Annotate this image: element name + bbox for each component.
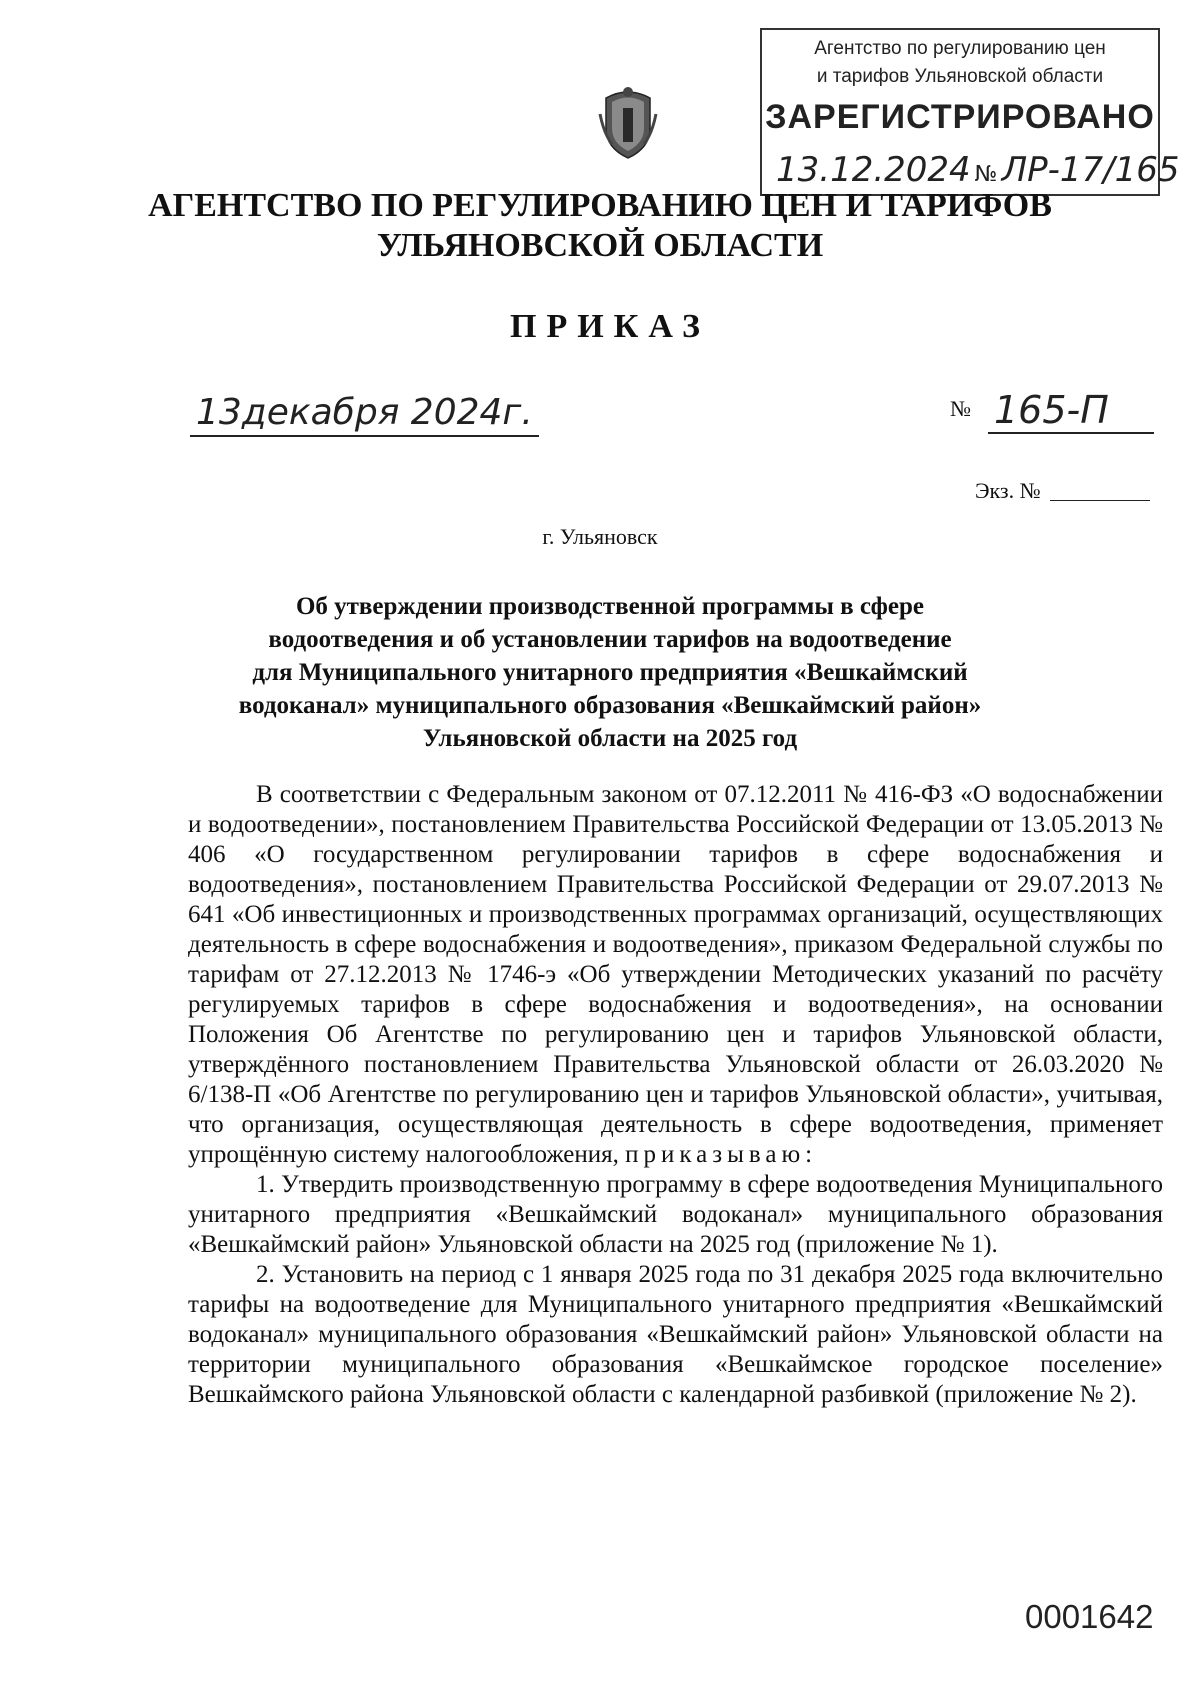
coat-of-arms-icon: [598, 84, 658, 162]
agency-name-line-2: УЛЬЯНОВСКОЙ ОБЛАСТИ: [376, 227, 824, 264]
order-item-2: 2. Установить на период с 1 января 2025 года по 31 декабря 2025 года включительно тарифы на водоотведение для Муниципального унитарного предприятия «Вешкаймский водоканал» муниципального образования «Вешкаймский район» Ульяновской области на территории муниципального образования «Вешкаймское городское поселение» Вешкаймского района Ульяновской области с календарной разбивкой (приложение № 2).: [188, 1261, 1163, 1408]
order-body: [188, 780, 1163, 1410]
city: г. Ульяновск: [542, 524, 658, 549]
copy-number-blank: [1050, 500, 1150, 501]
order-word: приказываю:: [625, 1141, 818, 1168]
order-title: [220, 590, 1000, 755]
copy-number-label: Экз. №: [975, 478, 1041, 503]
order-item-1: 1. Утвердить производственную программу в сфере водоотведения Муниципального унитарного предприятия «Вешкаймский водоканал» муниципального образования «Вешкаймский район» Ульяновской области на 2025 год (приложение № 1).: [188, 1171, 1163, 1258]
stamp-number: ЛР-17/165: [1001, 150, 1180, 190]
order-number: 165-П: [988, 388, 1154, 434]
stamp-line-2: и тарифов Ульяновской области: [816, 66, 1104, 87]
stamp-status: ЗАРЕГИСТРИРОВАНО: [765, 98, 1155, 136]
title-line: водоканал» муниципального образования «Вешкаймский район»: [238, 692, 982, 719]
stamp-registration-line: [776, 150, 1180, 190]
title-line: Ульяновской области на 2025 год: [422, 725, 798, 752]
preamble-paragraph: [188, 780, 1163, 1170]
agency-name-line-1: АГЕНТСТВО ПО РЕГУЛИРОВАНИЮ ЦЕН И ТАРИФОВ: [148, 187, 1052, 224]
stamp-date: 13.12.2024: [776, 150, 971, 190]
serial-number: 0001642: [1025, 1598, 1154, 1635]
title-line: водоотведения и об установлении тарифов на водоотведение: [268, 626, 952, 653]
preamble-text: В соответствии с Федеральным законом от 07.12.2011 № 416-ФЗ «О водоснабжении и водоотведении», постановлением Правительства Российской Федерации от 13.05.2013 № 406 «О государственном регулировании тарифов в сфере водоснабжения и водоотведения», постановлением Правительства Российской Федерации от 29.07.2013 № 641 «Об инвестиционных и производственных программах организаций, осуществляющих деятельность в сфере водоснабжения и водоотведения», приказом Федеральной службы по тарифам от 27.12.2013 № 1746-э «Об утверждении Методических указаний по расчёту регулируемых тарифов в сфере водоснабжения и водоотведения», на основании Положения Об Агентстве по регулированию цен и тарифов Ульяновской области, утверждённого постановлением Правительства Ульяновской области от 26.03.2020 № 6/138-П «Об Агентстве по регулированию цен и тарифов Ульяновской области», учитывая, что организация, осуществляющая деятельность в сфере водоотведения, применяет упрощённую систему налогообложения,: [188, 781, 1163, 1168]
title-line: для Муниципального унитарного предприятия «Вешкаймский: [252, 659, 968, 686]
registration-stamp: [760, 28, 1180, 196]
title-line: Об утверждении производственной программы в сфере: [295, 593, 925, 620]
document-type: ПРИКАЗ: [510, 308, 710, 345]
order-date: 13декабря 2024г.: [190, 392, 539, 437]
stamp-number-sign: №: [974, 162, 998, 187]
agency-name: [0, 186, 1200, 266]
stamp-line-1: Агентство по регулированию цен: [814, 38, 1106, 59]
order-number-label: №: [950, 396, 971, 421]
